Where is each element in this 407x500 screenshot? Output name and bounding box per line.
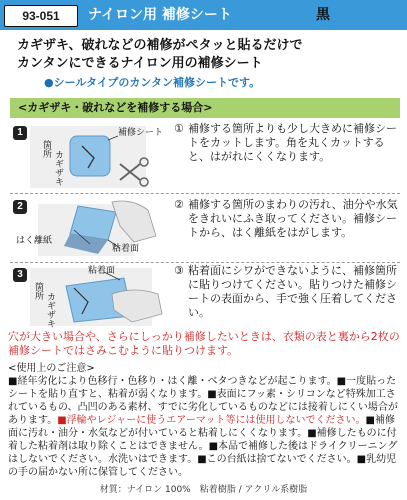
- step-2-illustration: [8, 196, 168, 262]
- cautions-body: [8, 375, 402, 479]
- usage-cautions: [8, 362, 402, 479]
- step-3-text: 粘着面にシワができないように、補修箇所に貼りつけてください。貼りつけた補修シートの表面から、手で強く圧着してください。: [188, 264, 397, 319]
- step-2-text: 補修する箇所のまわりの汚れ、油分や水気をきれいにふき取ってください。補修シートから、はく離紙をはがします。: [188, 198, 398, 239]
- step-3-number: ③: [174, 264, 184, 277]
- section-title: <カギザキ・破れなどを補修する場合>: [18, 101, 213, 114]
- material-info: 材質：ナイロン 100% 粘着樹脂 / アクリル系樹脂: [99, 485, 308, 495]
- label-repair-sheet: 補修シート: [118, 128, 164, 138]
- label-release-paper: はく離紙: [16, 236, 53, 246]
- label-tear: カギザキ: [53, 150, 63, 186]
- cautions-text-b: ■補修面に汚れ・油分・水気などが付いていると粘着しにくくなります。■補修したものに付着した粘着剤は取り除くことはできません。■本品で補修した後はドライクリーニングはしないでください。水洗いはできます。■この台紙は捨てないでください。■乳幼児の手の届かない所に保管してください。: [8, 415, 398, 478]
- product-title: ナイロン用 補修シート: [88, 7, 232, 23]
- step-1-number: ①: [174, 122, 184, 135]
- label-spot: 箇所: [41, 140, 51, 158]
- header-bar: [0, 0, 407, 30]
- headline-line-2: カンタンにできるナイロン用の補修シート: [17, 56, 263, 71]
- step-1-text: 補修する箇所よりも少し大きめに補修シートをカットします。角を丸くカットすると、はがれにくくなります。: [188, 122, 397, 163]
- step-1-badge: 1: [13, 126, 27, 140]
- product-color: 黒: [316, 7, 330, 23]
- label-spot: 箇所: [33, 282, 43, 300]
- product-code: 93-051: [4, 5, 78, 27]
- step-2-badge: 2: [13, 200, 27, 214]
- label-adhesive-surface: 粘着面: [88, 266, 116, 276]
- step-3-badge: 3: [13, 268, 27, 282]
- label-adhesive-surface: 粘着面: [112, 244, 140, 254]
- headline-line-1: カギザキ、破れなどの補修がペタッと貼るだけで: [17, 38, 303, 53]
- double-sided-note: 穴が大きい場合や、さらにしっかり補修したいときは、衣類の表と裏から2枚の補修シートではさみこむように貼りつけます。: [8, 330, 400, 357]
- cautions-text-a: ■経年劣化により色移行・色移り・はく離・ベタつきなどが起こります。■一度貼ったシートを貼り直すと、粘着が弱くなります。■表面にフッ素・シリコンなど特殊加工されているもの、凸凹のある素材、すでに劣化しているものなどには接着しにくい場合があります。: [8, 376, 398, 426]
- divider: [10, 193, 400, 194]
- headline-subline: ●シールタイプのカンタン補修シートです。: [44, 76, 261, 89]
- divider: [10, 262, 400, 263]
- cautions-warning: ■浮輪やレジャーに使うエアーマット等には使用しないでください。: [57, 415, 366, 426]
- section-title-bar: [10, 98, 400, 118]
- cautions-title: <使用上のご注意>: [8, 363, 95, 374]
- label-tear: カギザキ: [45, 292, 55, 328]
- step-2-number: ②: [174, 198, 184, 211]
